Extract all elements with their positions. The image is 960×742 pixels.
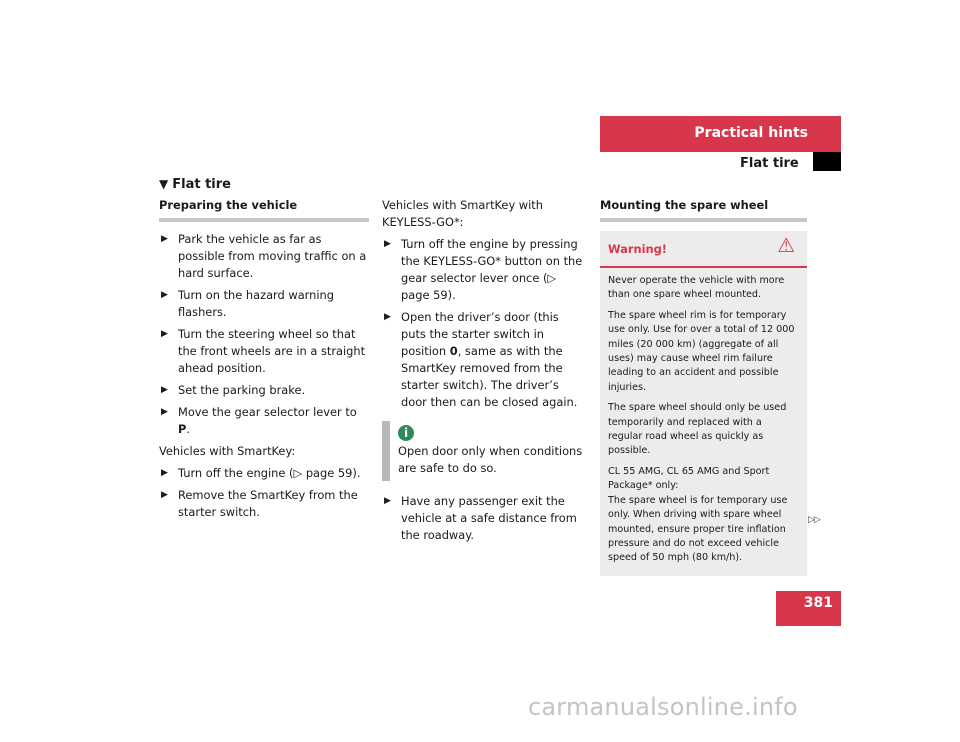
warning-triangle-icon: ⚠ <box>777 233 795 257</box>
list-item <box>382 309 587 411</box>
smartkey-heading: Vehicles with SmartKey: <box>159 444 296 458</box>
list-item <box>159 465 369 482</box>
page-number: 381 <box>803 595 833 611</box>
list-item <box>159 287 369 321</box>
preparing-vehicle-heading: Preparing the vehicle <box>159 197 369 222</box>
switch-position: 0 <box>449 344 458 358</box>
bullet-arrow-icon: ▶ <box>161 329 168 339</box>
column-keyless-go <box>382 197 587 549</box>
bullet-text: Remove the SmartKey from the starter switch. <box>178 488 358 519</box>
bullet-arrow-icon: ▶ <box>384 496 391 506</box>
bullet-text: Turn on the hazard warning flashers. <box>178 288 334 319</box>
warning-header <box>600 231 807 268</box>
engine-text: Turn off the engine ( <box>178 466 294 480</box>
warning-paragraph: The spare wheel should only be used temporarily and replaced with a regular road wheel as quickly as possible. <box>608 402 787 457</box>
gear-text: Move the gear selector lever to <box>178 405 357 419</box>
triangle-down-icon: ▼ <box>159 177 169 191</box>
page-reference-link[interactable]: ▷ page 59 <box>293 466 353 480</box>
keyless-go-heading: Vehicles with SmartKey with KEYLESS-GO*: <box>382 198 543 229</box>
header-tab-marker <box>813 152 841 171</box>
warning-title: Warning! <box>608 242 667 256</box>
info-icon: i <box>398 425 414 441</box>
page-number-box <box>776 591 841 626</box>
bullet-text: Set the parking brake. <box>178 383 306 397</box>
page-reference-link[interactable]: ▷ page 59 <box>401 271 557 302</box>
door-suffix: , same as with the SmartKey removed from the starter switch). The driver’s door then can be closed again. <box>401 344 578 409</box>
bullet-text: Park the vehicle as far as possible from moving traffic on a hard surface. <box>178 232 367 280</box>
list-item <box>159 382 369 399</box>
bullet-text: Have any passenger exit the vehicle at a safe distance from the roadway. <box>401 494 577 542</box>
bullet-text <box>401 237 582 302</box>
warning-box <box>600 231 807 576</box>
bullet-text: Turn the steering wheel so that the front wheels are in a straight ahead position. <box>178 327 366 375</box>
bullet-arrow-icon: ▶ <box>161 490 168 500</box>
bullet-text <box>178 405 357 436</box>
engine-suffix: ). <box>352 466 361 480</box>
info-text: Open door only when conditions are safe to do so. <box>398 444 583 475</box>
door-text: Open the driver’s door (this puts the starter switch in position <box>401 310 559 358</box>
section-title <box>159 177 231 192</box>
bullet-text <box>401 310 577 409</box>
column-preparing-vehicle <box>159 197 369 526</box>
engine-suffix: ). <box>447 288 456 302</box>
watermark: carmanualsonline.info <box>528 693 798 721</box>
bullet-arrow-icon: ▶ <box>161 234 168 244</box>
info-note <box>382 421 587 481</box>
warning-amg-head: CL 55 AMG, CL 65 AMG and Sport Package* only: <box>608 465 770 492</box>
list-item <box>159 231 369 282</box>
bullet-arrow-icon: ▶ <box>384 312 391 322</box>
bullet-arrow-icon: ▶ <box>161 290 168 300</box>
bullet-arrow-icon: ▶ <box>161 468 168 478</box>
gear-suffix: . <box>186 422 190 436</box>
warning-paragraph <box>608 465 799 566</box>
warning-amg-text: The spare wheel is for temporary use only. When driving with spare wheel mounted, ensure proper tire inflation pressure and do not exceed vehicle speed of 50 mph (80 km/h). <box>608 494 788 564</box>
header-title: Practical hints <box>694 125 808 141</box>
header-subtitle: Flat tire <box>740 156 799 171</box>
list-item <box>382 493 587 544</box>
bullet-arrow-icon: ▶ <box>384 239 391 249</box>
bullet-text <box>178 466 360 480</box>
mounting-spare-wheel-heading: Mounting the spare wheel <box>600 197 807 222</box>
section-title-text: Flat tire <box>172 177 231 192</box>
header-banner <box>600 116 841 152</box>
gear-position: P <box>178 422 187 436</box>
list-item <box>159 404 369 438</box>
engine-text: Turn off the engine by pressing the KEYLESS-GO* button on the gear selector lever once ( <box>401 237 583 285</box>
warning-paragraph: Never operate the vehicle with more than one spare wheel mounted. <box>608 275 785 301</box>
continue-arrows-icon: ▷▷ <box>808 515 820 525</box>
bullet-arrow-icon: ▶ <box>161 407 168 417</box>
column-mounting-spare-wheel <box>600 197 807 576</box>
warning-body <box>600 268 807 566</box>
list-item <box>382 236 587 304</box>
bullet-arrow-icon: ▶ <box>161 385 168 395</box>
warning-paragraph: The spare wheel rim is for temporary use only. Use for over a total of 12 000 miles (20 000 km) (aggregate of all uses) may cause wheel rim failure leading to an accident and possible injuries. <box>608 309 795 393</box>
list-item <box>159 326 369 377</box>
list-item <box>159 487 369 521</box>
